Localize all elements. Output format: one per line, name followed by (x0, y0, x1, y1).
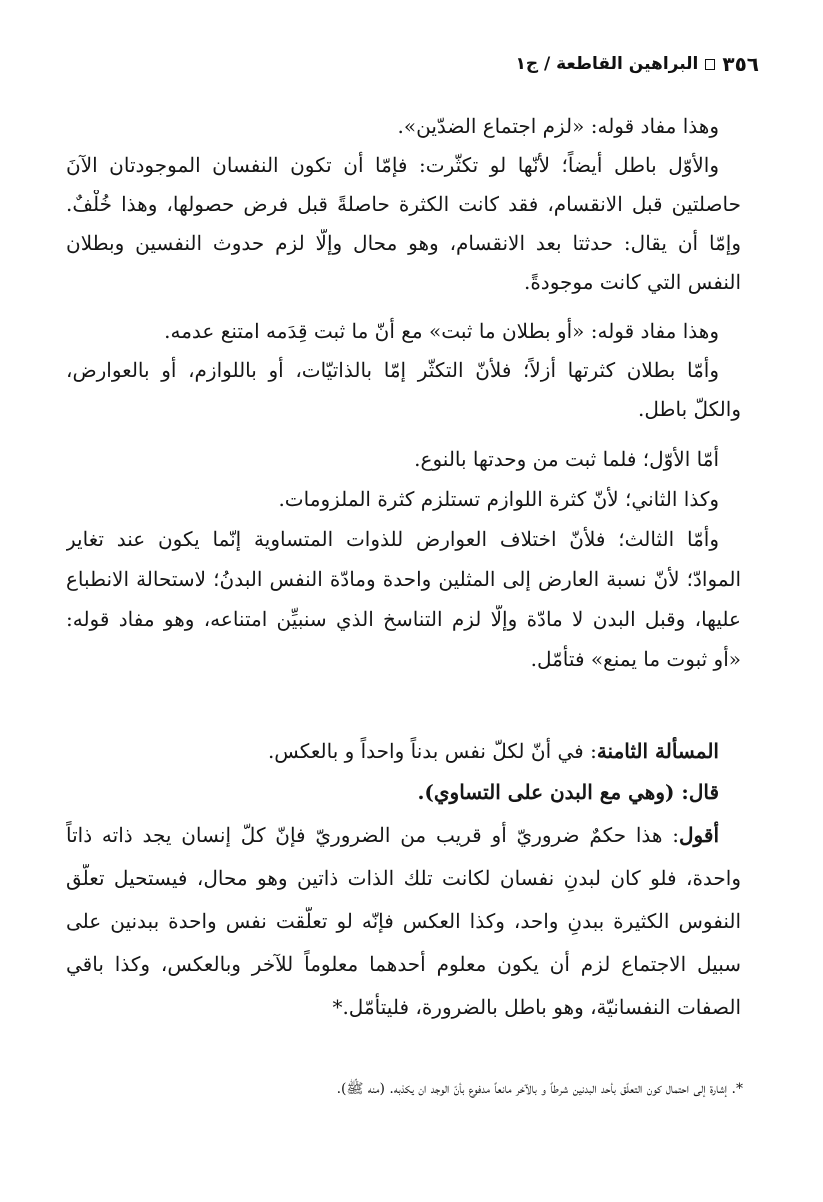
separator-box-icon (705, 59, 715, 70)
text-line: وإمّا أن يقال: حدثتا بعد الانقسام، وهو محال وإلّا لزم حدوث النفسين وبطلان (66, 231, 741, 255)
book-title: البراهين القاطعة / ج١ (515, 54, 699, 74)
section-heading (268, 737, 719, 765)
footnote: *. إشارة إلى احتمال كون التعلّق بأحد البدنين شرطاً و بالآخر مانعاً مدفوع بأنّ الوجد ان يكذبه. (منه ﷺ). (336, 1081, 743, 1097)
text-line: وهذا مفاد قوله: «لزم اجتماع الضدّين». (397, 114, 719, 138)
text-line: الموادّ؛ لأنّ نسبة العارض إلى المثلين واحدة ومادّة النفس البدنُ؛ لاستحالة الانطباع (66, 567, 741, 591)
text-line: سبيل الاجتماع لزم أن يكون معلوم أحدهما معلوماً للآخر وبالعكس، وكذا باقي (66, 952, 741, 976)
text-line: حاصلتين قبل الانقسام، فقد كانت الكثرة حاصلةً قبل فرض حصولها، وهذا خُلْفٌ. (66, 192, 741, 216)
text-line: وكذا الثاني؛ لأنّ كثرة اللوازم تستلزم كثرة الملزومات. (278, 487, 719, 511)
qala-text: : (وهي مع البدن على التساوي). (417, 780, 689, 804)
text-line: النفس التي كانت موجودةً. (523, 270, 741, 294)
text-line: والكلّ باطل. (638, 397, 741, 421)
qala-line (417, 778, 719, 806)
text-line: وهذا مفاد قوله: «أو بطلان ما ثبت» مع أنّ ما ثبت قِدَمه امتنع عدمه. (164, 319, 719, 343)
page-number: ٣٥٦ (722, 52, 759, 76)
text-line: عليها، وقبل البدن لا مادّة وإلّا لزم التناسخ الذي سنبيِّن امتناعه، وهو مفاد قوله: (66, 607, 741, 631)
text-line: النفوس الكثيرة ببدنٍ واحد، وكذا العكس فإنّه لو تعلّقت نفس واحدة ببدنين على (66, 909, 741, 933)
text-line: والأوّل باطل أيضاً؛ لأنّها لو تكثّرت: فإمّا أن تكون النفسان الموجودتان الآنَ (66, 153, 719, 177)
text-line: «أو ثبوت ما يمنع» فتأمّل. (530, 647, 741, 671)
aqulu-label: أقول (679, 823, 719, 847)
text-line: واحدة، فلو كان لبدنٍ نفسان لكانت تلك الذات ذاتين وهو محال، فيستحيل تعلّق (66, 866, 741, 890)
aqulu-text: : هذا حكمٌ ضروريّ أو قريب من الضروريّ فإنّ كلّ إنسان يجد ذاته ذاتاً (66, 823, 680, 847)
section-title-text: : في أنّ لكلّ نفس بدناً واحداً و بالعكس. (267, 739, 597, 763)
text-line: أمّا الأوّل؛ فلما ثبت من وحدتها بالنوع. (414, 447, 719, 471)
text-line: وأمّا بطلان كثرتها أزلاً؛ فلأنّ التكثّر إمّا بالذاتيّات، أو باللوازم، أو بالعوارض، (66, 358, 719, 382)
qala-label: قال (688, 780, 719, 804)
text-line: وأمّا الثالث؛ فلأنّ اختلاف العوارض للذوات المتساوية إنّما يكون عند تغاير (66, 527, 719, 551)
text-line: الصفات النفسانيّة، وهو باطل بالضرورة، فليتأمّل.* (332, 995, 741, 1019)
section-title-label: المسألة الثامنة (596, 739, 719, 763)
running-header (515, 52, 759, 76)
aqulu-line (66, 821, 719, 849)
